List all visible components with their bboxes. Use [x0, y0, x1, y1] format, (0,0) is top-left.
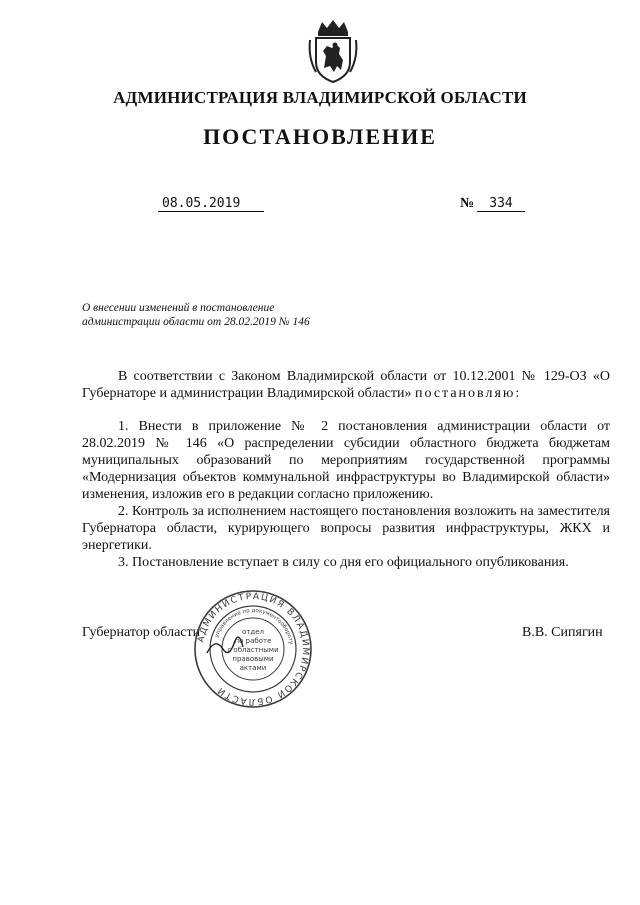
organization-name: АДМИНИСТРАЦИЯ ВЛАДИМИРСКОЙ ОБЛАСТИ	[113, 88, 527, 107]
stamp-center-line: правовыми	[232, 655, 274, 663]
item-1-paragraph: 1. Внести в приложение № 2 постановления администрации области от 28.02.2019 № 146 «О распределении субсидии областного бюджета бюджетам муниципальных образований по мероприятиям государственной программы «Модернизация объектов коммунальной инфраструктуры во Владимирской области» изменения, изложив его в редакции согласно приложению.	[82, 419, 610, 502]
document-number: 334	[477, 196, 525, 212]
document-number-label: №	[460, 196, 475, 211]
stamp-center-line: с областными	[227, 646, 279, 654]
stamp-center-line: отдел	[242, 628, 264, 636]
stamp-center-line: по работе	[234, 637, 272, 645]
item-3-paragraph: 3. Постановление вступает в силу со дня его официального опубликования.	[118, 555, 569, 570]
stamp-outer-text: АДМИНИСТРАЦИЯ ВЛАДИМИРСКОЙ ОБЛАСТИ	[196, 591, 311, 707]
stamp-inner-text: управление по документообороту	[214, 607, 294, 645]
basis-verb: постановляю:	[414, 386, 522, 401]
basis-text: В соответствии с Законом Владимирской области от 10.12.2001 № 129-ОЗ «О Губернаторе и администрации Владимирской области»	[82, 369, 610, 401]
basis-paragraph	[82, 368, 610, 402]
document-type-title: ПОСТАНОВЛЕНИЕ	[203, 124, 437, 149]
official-stamp	[193, 589, 313, 709]
signatory-name: В.В. Сипягин	[522, 625, 603, 640]
document-date: 08.05.2019	[158, 196, 264, 212]
subject-line-1: О внесении изменений в постановление	[82, 302, 275, 314]
subject-line-2: администрации области от 28.02.2019 № 146	[82, 316, 310, 328]
coat-of-arms-icon	[306, 18, 360, 84]
item-2-paragraph: 2. Контроль за исполнением настоящего постановления возложить на заместителя Губернатора области, курирующего вопросы развития инфраструктуры, ЖКХ и энергетики.	[82, 504, 610, 553]
stamp-center-line: актами	[239, 664, 267, 672]
signatory-role: Губернатор области	[82, 625, 201, 640]
